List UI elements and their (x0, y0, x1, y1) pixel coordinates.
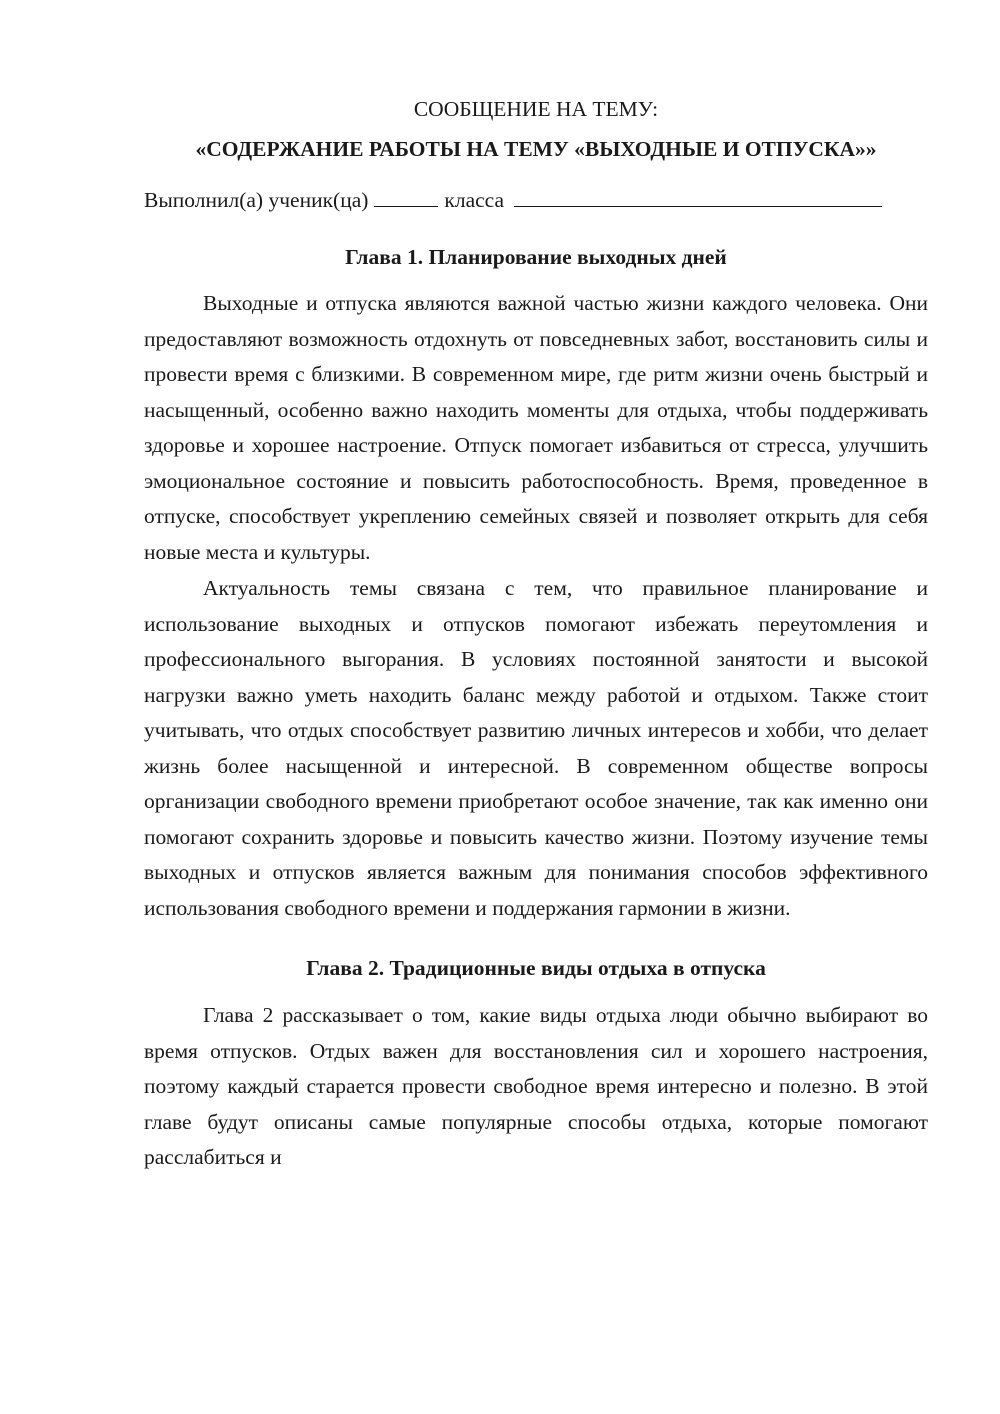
title-line-1: СООБЩЕНИЕ НА ТЕМУ: (413, 97, 659, 121)
performer-class-label: класса (444, 188, 505, 212)
chapter-1-heading: Глава 1. Планирование выходных дней (345, 245, 727, 269)
grade-blank (374, 184, 438, 207)
document-content (144, 89, 928, 1176)
class-blank (514, 184, 882, 207)
chapter-2-heading: Глава 2. Традиционные виды отдыха в отпуска (306, 956, 766, 980)
chapter-1-paragraph-2: Актуальность темы связана с тем, что правильное планирование и использование выходных и отпусков помогают избежать переутомления и профессионального выгорания. В условиях постоянной занятости и высокой нагрузки важно уметь находить баланс между работой и отдыхом. Также стоит учитывать, что отдых способствует развитию личных интересов и хобби, что делает жизнь более насыщенной и интересной. В современном обществе вопросы организации свободного времени приобретают особое значение, так как именно они помогают сохранить здоровье и повысить качество жизни. Поэтому изучение темы выходных и отпусков является важным для понимания способов эффективного использования свободного времени и поддержания гармонии в жизни. (144, 576, 928, 920)
performer-prefix: Выполнил(а) ученик(ца) (144, 188, 369, 212)
performer-line (144, 180, 928, 220)
chapter-1-paragraph-1: Выходные и отпуска являются важной частью жизни каждого человека. Они предоставляют возможность отдохнуть от повседневных забот, восстановить силы и провести время с близкими. В современном мире, где ритм жизни очень быстрый и насыщенный, особенно важно находить моменты для отдыха, чтобы поддерживать здоровье и хорошее настроение. Отпуск помогает избавиться от стресса, улучшить эмоциональное состояние и повысить работоспособность. Время, проведенное в отпуске, способствует укреплению семейных связей и позволяет открыть для себя новые места и культуры. (144, 291, 928, 564)
title-line-2: «СОДЕРЖАНИЕ РАБОТЫ НА ТЕМУ «ВЫХОДНЫЕ И ОТПУСКА»» (195, 137, 877, 161)
chapter-2-paragraph-1: Глава 2 рассказывает о том, какие виды отдыха люди обычно выбирают во время отпусков. Отдых важен для восстановления сил и хорошего настроения, поэтому каждый старается провести свободное время интересно и полезно. В этой главе будут описаны самые популярные способы отдыха, которые помогают расслабиться и (144, 1003, 928, 1169)
